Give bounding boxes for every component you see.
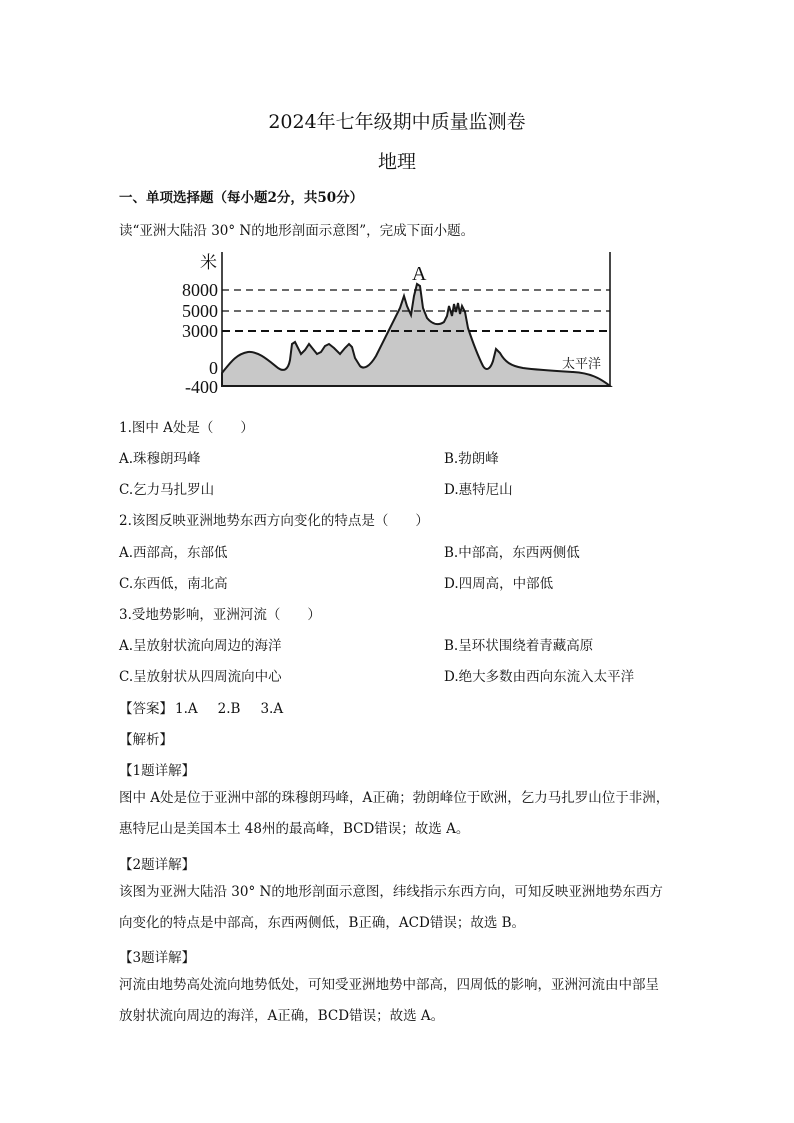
question-1-option-c: C.乞力马扎罗山 xyxy=(119,482,215,498)
y-tick-8000: 8000 xyxy=(182,280,218,300)
ocean-label: 太平洋 xyxy=(562,356,602,371)
y-unit-label: 米 xyxy=(200,253,217,272)
section-heading: 一、单项选择题（每小题2分，共50分） xyxy=(119,190,364,206)
analysis-heading: 【解析】 xyxy=(119,732,173,748)
question-2-option-b: B.中部高，东西两侧低 xyxy=(444,545,580,561)
answer-label: 【答案】 xyxy=(119,701,173,717)
detail-3-title: 【3题详解】 xyxy=(119,950,196,966)
detail-1-line-2: 惠特尼山是美国本土 48州的最高峰，BCD错误；故选 A。 xyxy=(119,821,470,837)
document-title: 2024年七年级期中质量监测卷 xyxy=(268,111,526,133)
terrain-profile-figure xyxy=(178,248,618,398)
detail-1-title: 【1题详解】 xyxy=(119,763,196,779)
question-2-option-d: D.四周高，中部低 xyxy=(444,576,554,592)
question-2-stem: 2.该图反映亚洲地势东西方向变化的特点是（ ） xyxy=(119,513,429,529)
y-tick-5000: 5000 xyxy=(182,301,218,321)
detail-2-text xyxy=(119,877,679,939)
question-1-option-a: A.珠穆朗玛峰 xyxy=(119,451,201,467)
question-3-option-a: A.呈放射状流向周边的海洋 xyxy=(119,638,282,654)
detail-2-title: 【2题详解】 xyxy=(119,857,196,873)
subject-title: 地理 xyxy=(377,151,416,173)
question-1-option-b: B.勃朗峰 xyxy=(444,451,499,467)
terrain-profile xyxy=(222,284,610,386)
question-3-option-c: C.呈放射状从四周流向中心 xyxy=(119,669,282,685)
question-2-option-a: A.西部高，东部低 xyxy=(119,545,228,561)
detail-2-line-2: 向变化的特点是中部高，东西两侧低，B正确，ACD错误；故选 B。 xyxy=(119,915,526,931)
detail-1-line-1: 图中 A处是位于亚洲中部的珠穆朗玛峰，A正确；勃朗峰位于欧洲，乞力马扎罗山位于非洲， xyxy=(119,790,670,806)
question-2-option-c: C.东西低，南北高 xyxy=(119,576,228,592)
detail-2-line-1: 该图为亚洲大陆沿 30° N的地形剖面示意图，纬线指示东西方向，可知反映亚洲地势东西方 xyxy=(119,884,663,900)
detail-1-text xyxy=(119,783,679,845)
y-tick-minus-400: -400 xyxy=(185,377,218,397)
detail-3-text xyxy=(119,970,679,1032)
figure-intro: 读“亚洲大陆沿 30° N的地形剖面示意图”，完成下面小题。 xyxy=(119,223,475,239)
answer-item-1: 1.A xyxy=(175,701,198,717)
answer-item-3: 3.A xyxy=(260,701,284,717)
answer-item-2: 2.B xyxy=(217,701,241,717)
y-tick-3000: 3000 xyxy=(182,321,218,341)
detail-3-line-2: 放射状流向周边的海洋，A正确，BCD错误；故选 A。 xyxy=(119,1008,445,1024)
answer-line xyxy=(119,697,303,717)
detail-3-line-1: 河流由地势高处流向地势低处，可知受亚洲地势中部高，四周低的影响，亚洲河流由中部呈 xyxy=(119,977,659,993)
peak-label-a: A xyxy=(412,263,427,285)
y-tick-0: 0 xyxy=(209,358,218,378)
question-1-stem: 1.图中 A处是（ ） xyxy=(119,420,254,436)
question-3-stem: 3.受地势影响，亚洲河流（ ） xyxy=(119,607,321,623)
question-1-option-d: D.惠特尼山 xyxy=(444,482,513,498)
question-3-option-d: D.绝大多数由西向东流入太平洋 xyxy=(444,669,635,685)
question-3-option-b: B.呈环状围绕着青藏高原 xyxy=(444,638,594,654)
